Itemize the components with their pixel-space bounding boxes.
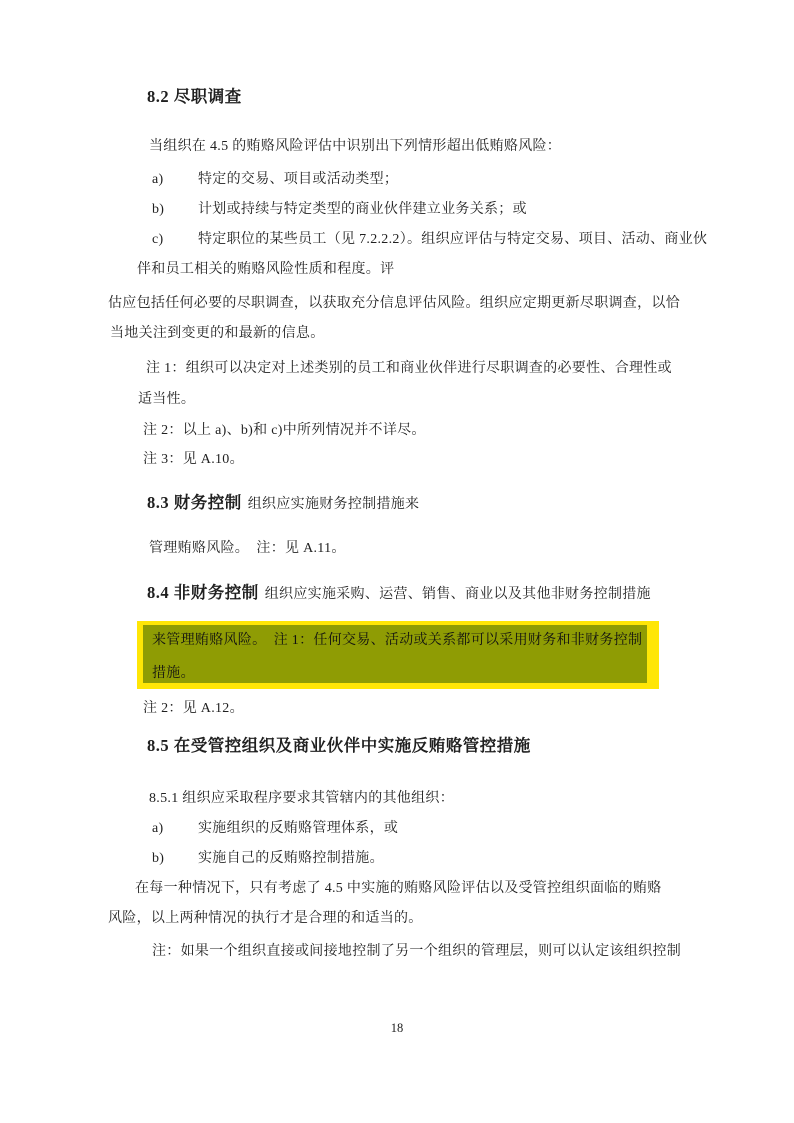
note-2-a12: 注 2：见 A.12。: [143, 701, 244, 716]
paragraph-due-diligence-line1: 估应包括任何必要的尽职调查，以获取充分信息评估风险。组织应定期更新尽职调查，以恰: [108, 296, 680, 311]
highlight-block: [137, 621, 659, 689]
list-item-b2: [152, 850, 384, 868]
section-heading-8-5: 8.5 在受管控组织及商业伙伴中实施反贿赂管控措施: [147, 736, 531, 755]
highlighted-text-line2: 措施。: [152, 666, 195, 681]
list-item-a-text: 特定的交易、项目或活动类型；: [198, 172, 399, 187]
note-1-line1: 注 1：组织可以决定对上述类别的员工和商业伙伴进行尽职调查的必要性、合理性或: [146, 361, 672, 376]
note-3: 注 3：见 A.10。: [143, 452, 244, 467]
section-heading-8-4: [147, 584, 651, 604]
list-marker-b2: b): [152, 851, 165, 866]
list-item-a2-text: 实施组织的反贿赂管理体系，或: [198, 821, 399, 836]
paragraph-each-case-line1: 在每一种情况下，只有考虑了 4.5 中实施的贿赂风险评估以及受管控组织面临的贿赂: [135, 881, 662, 896]
list-item-b: [152, 201, 527, 219]
list-item-a: [152, 171, 398, 189]
paragraph-due-diligence-line2: 当地关注到变更的和最新的信息。: [110, 326, 325, 341]
note-1-line2: 适当性。: [138, 392, 196, 407]
list-item-a2: [152, 820, 398, 838]
paragraph-8-5-1: 8.5.1 组织应采取程序要求其管辖内的其他组织：: [149, 791, 454, 806]
paragraph-financial-controls: 管理贿赂风险。 注：见 A.11。: [149, 541, 346, 556]
heading-8-4-rest: 组织应实施采购、运营、销售、商业以及其他非财务控制措施: [264, 587, 651, 602]
paragraph-each-case-line2: 风险，以上两种情况的执行才是合理的和适当的。: [108, 911, 423, 926]
section-heading-8-2: 8.2 尽职调查: [147, 87, 242, 106]
highlighted-text-line1: 来管理贿赂风险。 注 1：任何交易、活动或关系都可以采用财务和非财务控制: [152, 633, 643, 648]
list-marker-c: c): [152, 232, 164, 247]
highlight-inner-block: [143, 625, 647, 683]
list-item-c-line1: [152, 231, 707, 249]
note-2: 注 2：以上 a)、b)和 c)中所列情况并不详尽。: [143, 423, 426, 438]
list-item-b-text: 计划或持续与特定类型的商业伙伴建立业务关系；或: [198, 202, 527, 217]
heading-8-3-bold: 8.3 财务控制: [147, 493, 242, 512]
list-marker-b: b): [152, 202, 165, 217]
section-heading-8-3: [147, 494, 419, 514]
list-marker-a: a): [152, 172, 164, 187]
heading-8-4-bold: 8.4 非财务控制: [147, 583, 259, 602]
list-item-c-text: 特定职位的某些员工（见 7.2.2.2）。组织应评估与特定交易、项目、活动、商业伙: [198, 232, 708, 247]
page-number: 18: [390, 1021, 404, 1035]
note-control: 注：如果一个组织直接或间接地控制了另一个组织的管理层，则可以认定该组织控制: [152, 944, 682, 959]
heading-8-3-rest: 组织应实施财务控制措施来: [247, 497, 420, 512]
list-item-c-line2: 伴和员工相关的贿赂风险性质和程度。评: [137, 262, 395, 277]
list-marker-a2: a): [152, 821, 164, 836]
list-item-b2-text: 实施自己的反贿赂控制措施。: [198, 851, 384, 866]
paragraph-intro: 当组织在 4.5 的贿赂风险评估中识别出下列情形超出低贿赂风险：: [149, 139, 562, 154]
